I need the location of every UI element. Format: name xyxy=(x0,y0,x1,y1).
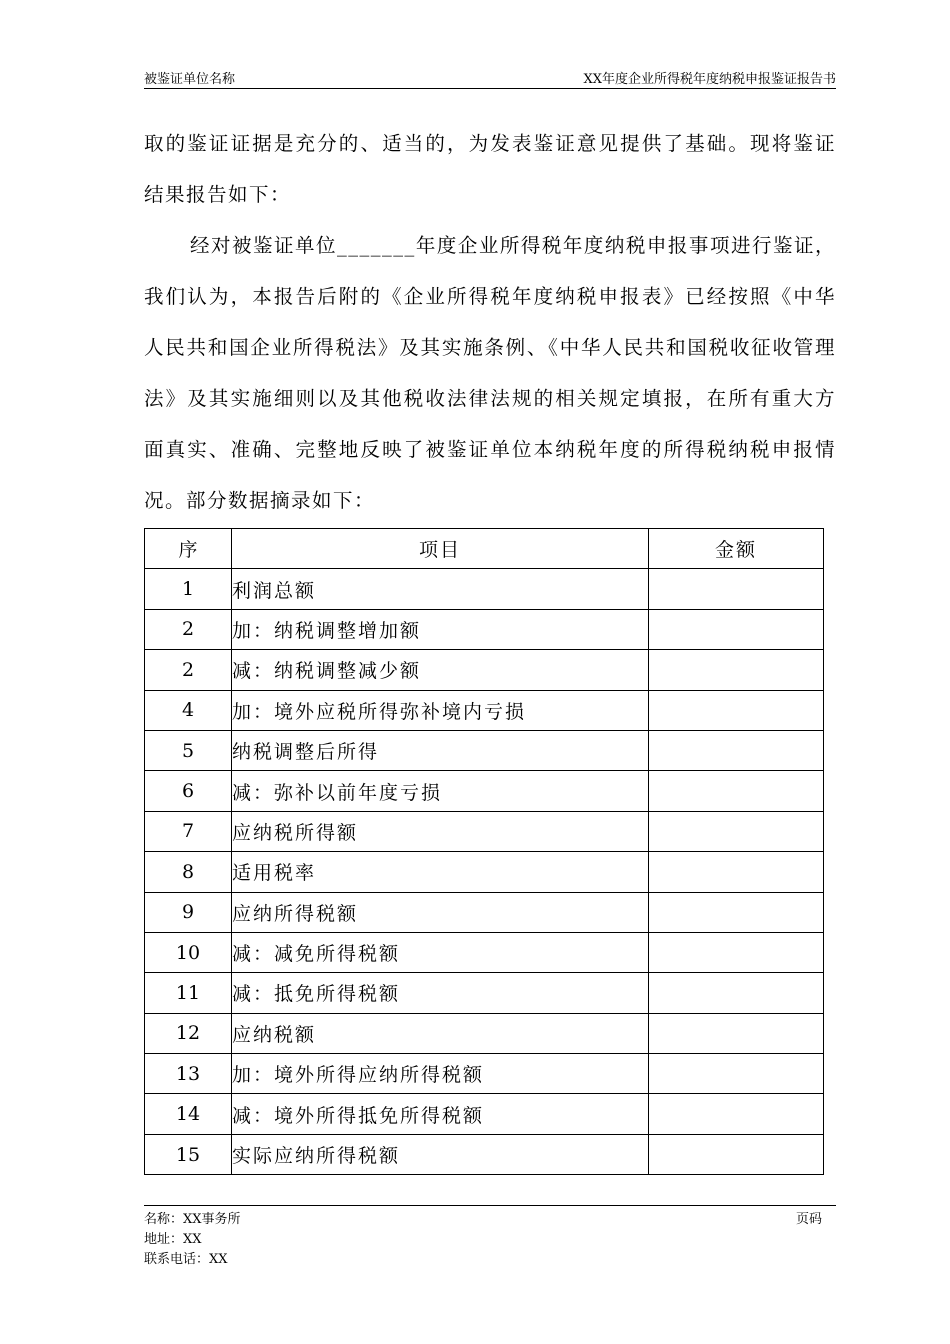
row-seq-cell: 15 xyxy=(145,1134,232,1174)
page-footer xyxy=(144,1210,836,1270)
row-item-cell: 加：境外所得应纳所得税额 xyxy=(232,1054,649,1094)
row-seq-cell: 5 xyxy=(145,730,232,770)
body-paragraph-1: 取的鉴证证据是充分的、适当的，为发表鉴证意见提供了基础。现将鉴证结果报告如下： xyxy=(144,132,836,206)
row-item-cell: 加：境外应税所得弥补境内亏损 xyxy=(232,690,649,730)
table-row xyxy=(145,1013,824,1053)
row-item-cell: 利润总额 xyxy=(232,569,649,609)
row-seq-cell: 7 xyxy=(145,811,232,851)
table-row xyxy=(145,932,824,972)
row-amount-cell xyxy=(649,852,824,892)
row-item-cell: 减：抵免所得税额 xyxy=(232,973,649,1013)
row-item-cell: 减：弥补以前年度亏损 xyxy=(232,771,649,811)
table-row xyxy=(145,811,824,851)
table-row xyxy=(145,730,824,770)
table-row xyxy=(145,650,824,690)
table-row xyxy=(145,771,824,811)
row-seq-cell: 6 xyxy=(145,771,232,811)
row-item-cell: 应纳税所得额 xyxy=(232,811,649,851)
row-amount-cell xyxy=(649,650,824,690)
table-row xyxy=(145,1054,824,1094)
row-amount-cell xyxy=(649,1013,824,1053)
row-item-cell: 减：境外所得抵免所得税额 xyxy=(232,1094,649,1134)
row-seq-cell: 2 xyxy=(145,609,232,649)
row-seq-cell: 14 xyxy=(145,1094,232,1134)
row-amount-cell xyxy=(649,811,824,851)
table-row xyxy=(145,852,824,892)
row-amount-cell xyxy=(649,690,824,730)
page-header xyxy=(144,66,836,89)
table-row xyxy=(145,973,824,1013)
header-item: 项目 xyxy=(232,529,649,569)
row-amount-cell xyxy=(649,771,824,811)
row-amount-cell xyxy=(649,1094,824,1134)
row-amount-cell xyxy=(649,609,824,649)
footer-firm-name: 名称：XX事务所 xyxy=(144,1212,241,1227)
table-header-row xyxy=(145,529,824,569)
row-item-cell: 减：纳税调整减少额 xyxy=(232,650,649,690)
table-row xyxy=(145,1094,824,1134)
row-seq-cell: 11 xyxy=(145,973,232,1013)
row-seq-cell: 12 xyxy=(145,1013,232,1053)
body-paragraph-2: 经对被鉴证单位_______年度企业所得税年度纳税申报事项进行鉴证，我们认为，本报告后附的《企业所得税年度纳税申报表》已经按照《中华人民共和国企业所得税法》及其实施条例、《中华人民共和国税收征收管理法》及其实施细则以及其他税收法律法规的相关规定填报，在所有重大方面真实、准确、完整地反映了被鉴证单位本纳税年度的所得税纳税申报情况。部分数据摘录如下： xyxy=(144,234,836,512)
row-seq-cell: 13 xyxy=(145,1054,232,1094)
row-amount-cell xyxy=(649,892,824,932)
header-entity-name: 被鉴证单位名称 xyxy=(144,72,236,87)
row-seq-cell: 1 xyxy=(145,569,232,609)
row-item-cell: 加：纳税调整增加额 xyxy=(232,609,649,649)
tax-data-table xyxy=(144,528,824,1175)
row-amount-cell xyxy=(649,932,824,972)
table-body xyxy=(145,569,824,1175)
row-item-cell: 适用税率 xyxy=(232,852,649,892)
row-item-cell: 应纳税额 xyxy=(232,1013,649,1053)
header-report-title: XX年度企业所得税年度纳税申报鉴证报告书 xyxy=(583,72,836,87)
row-seq-cell: 9 xyxy=(145,892,232,932)
table-row xyxy=(145,690,824,730)
footer-phone: 联系电话：XX xyxy=(144,1252,228,1267)
row-seq-cell: 10 xyxy=(145,932,232,972)
table-row xyxy=(145,609,824,649)
table-row xyxy=(145,892,824,932)
row-amount-cell xyxy=(649,1134,824,1174)
row-amount-cell xyxy=(649,1054,824,1094)
footer-divider xyxy=(144,1205,836,1206)
row-amount-cell xyxy=(649,973,824,1013)
row-item-cell: 减：减免所得税额 xyxy=(232,932,649,972)
table-row xyxy=(145,569,824,609)
row-item-cell: 纳税调整后所得 xyxy=(232,730,649,770)
header-amount: 金额 xyxy=(649,529,824,569)
row-seq-cell: 2 xyxy=(145,650,232,690)
row-item-cell: 实际应纳所得税额 xyxy=(232,1134,649,1174)
table-row xyxy=(145,1134,824,1174)
footer-page-number: 页码 xyxy=(795,1212,822,1227)
header-seq: 序 xyxy=(145,529,232,569)
row-seq-cell: 8 xyxy=(145,852,232,892)
row-seq-cell: 4 xyxy=(145,690,232,730)
row-amount-cell xyxy=(649,730,824,770)
row-amount-cell xyxy=(649,569,824,609)
footer-address: 地址：XX xyxy=(144,1232,202,1247)
row-item-cell: 应纳所得税额 xyxy=(232,892,649,932)
